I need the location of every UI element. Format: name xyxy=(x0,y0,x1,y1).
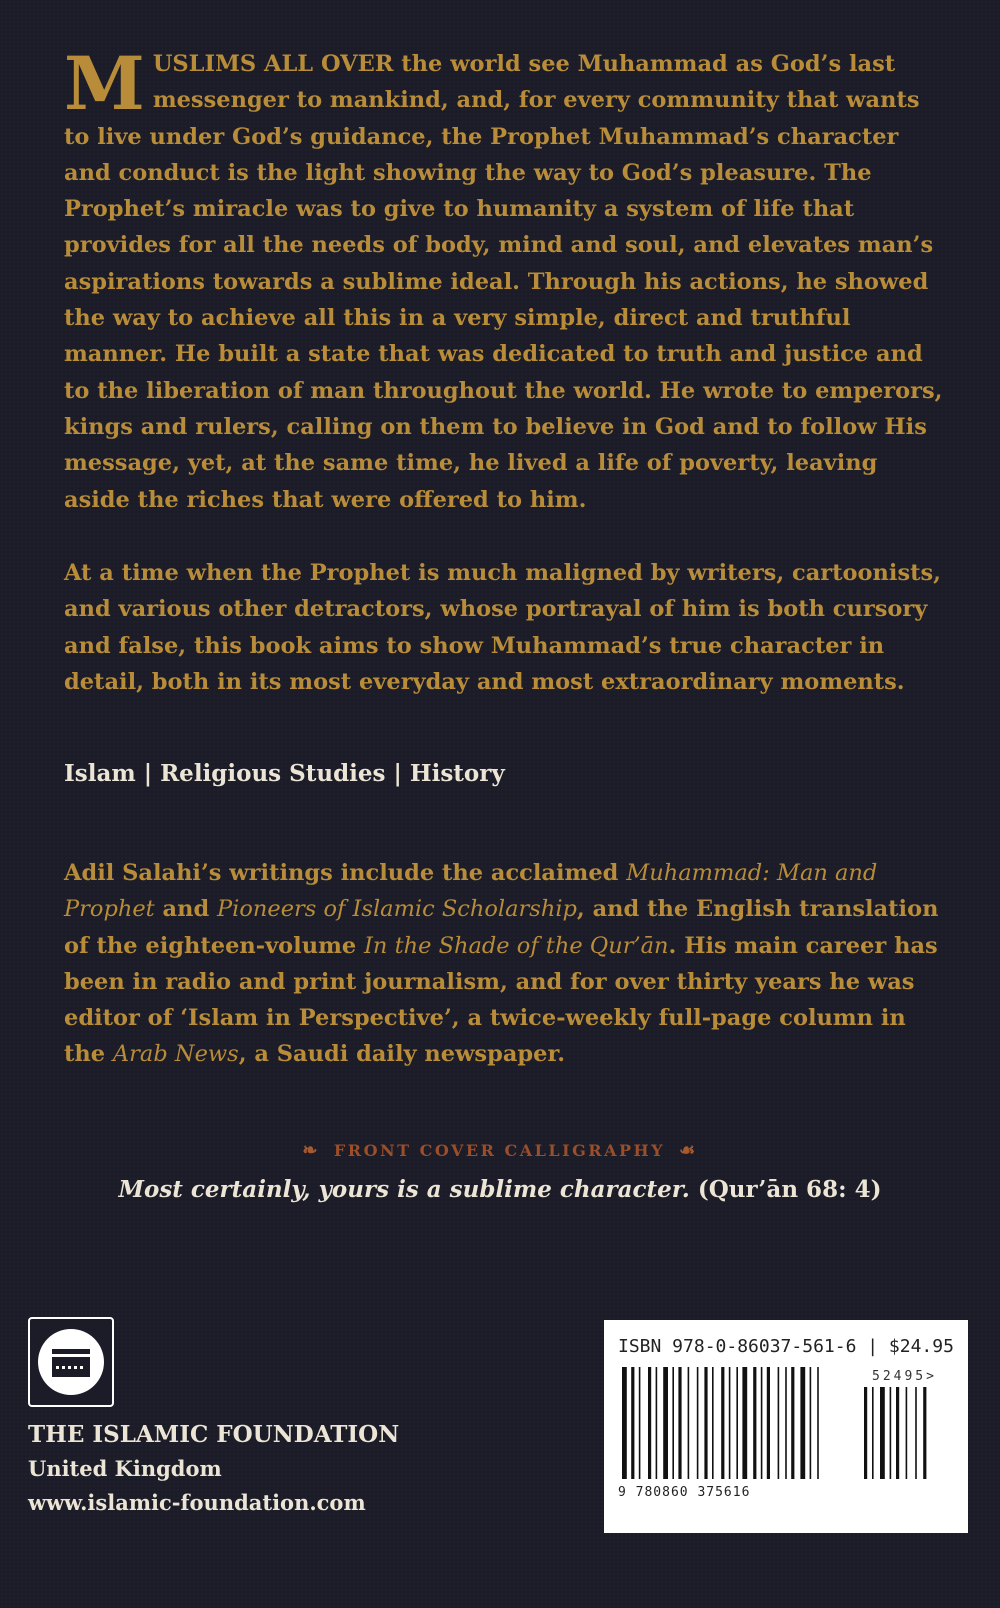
book-title: In the Shade of the Qur’ān xyxy=(364,932,669,959)
barcode-bar xyxy=(785,1367,787,1479)
barcode-bar xyxy=(622,1367,627,1479)
barcode-bar xyxy=(817,1367,819,1479)
quote-reference: (Qur’ān 68: 4) xyxy=(689,1176,882,1203)
subject-categories: Islam | Religious Studies | History xyxy=(64,760,505,787)
author-bio-text: Adil Salahi’s writings include the acclaimed xyxy=(64,860,627,886)
barcode-bar xyxy=(791,1367,794,1479)
barcode-bar xyxy=(778,1367,780,1479)
publisher-info xyxy=(28,1418,399,1520)
barcode-bar xyxy=(648,1367,651,1479)
author-bio-text: , and the English translation of the eighteen-volume xyxy=(64,896,939,959)
barcode-bar xyxy=(639,1367,641,1479)
barcode-graphic xyxy=(618,1367,954,1485)
barcode-bar xyxy=(767,1367,770,1479)
barcode-bar xyxy=(729,1367,731,1479)
price-code: 52495> xyxy=(872,1369,937,1384)
barcode-bar xyxy=(697,1367,699,1479)
isbn-price: ISBN 978-0-86037-561-6 | $24.95 xyxy=(618,1336,954,1357)
newspaper-title: Arab News xyxy=(112,1041,239,1068)
ornament-right-icon: ☙ xyxy=(679,1140,698,1161)
author-bio-text: . His main career has been in radio and print journalism, and for over thirty years he was editor of ‘Islam in Perspective’, a twice-weekly full-page column in the xyxy=(64,932,938,1068)
barcode-bar xyxy=(872,1387,874,1479)
barcode-bar xyxy=(880,1387,885,1479)
barcode-bar xyxy=(753,1367,756,1479)
author-bio xyxy=(64,855,949,1073)
barcode-bar xyxy=(631,1367,634,1479)
author-bio-text: , a Saudi daily newspaper. xyxy=(238,1041,566,1068)
barcode-bar xyxy=(663,1367,668,1479)
publisher-logo-icon xyxy=(28,1317,114,1407)
blurb-paragraph-2: At a time when the Prophet is much maligned by writers, cartoonists, and various other detractors, whose portrayal of him is both cursory and false, this book aims to show Muhammad’s true character in detail, both in its most everyday and most extraordinary moments. xyxy=(64,560,942,695)
calligraphy-heading xyxy=(0,1140,1000,1161)
barcode-panel xyxy=(604,1320,968,1533)
barcode-bar xyxy=(704,1367,707,1479)
blurb-paragraph-1-text: USLIMS ALL OVER the world see Muhammad as God’s last messenger to mankind, and, for every community that wants to live under God’s guidance, the Prophet Muhammad’s character and conduct is the light showing the way to God’s pleasure. The Prophet’s miracle was to give to humanity a system of life that provides for all the needs of body, mind and soul, and elevates man’s aspirations towards a sublime ideal. Through his actions, he showed the way to achieve all this in a very simple, direct and truthful manner. He built a state that was dedicated to truth and justice and to the liberation of man throughout the world. He wrote to emperors, kings and rulers, calling on them to believe in God and to follow His message, yet, at the same time, he lived a life of poverty, leaving aside the riches that were offered to him. xyxy=(64,51,943,513)
barcode-bar xyxy=(672,1367,674,1479)
barcode-bar xyxy=(761,1367,763,1479)
barcode-bar xyxy=(742,1367,747,1479)
publisher-website: www.islamic-foundation.com xyxy=(28,1490,366,1515)
barcode-digits: 9 780860 375616 xyxy=(618,1485,751,1500)
ornament-left-icon: ❧ xyxy=(302,1140,320,1161)
quote-text: Most certainly, yours is a sublime character. xyxy=(118,1176,690,1203)
barcode-bar xyxy=(890,1387,892,1479)
barcode-bar xyxy=(906,1387,908,1479)
book-title: Pioneers of Islamic Scholarship xyxy=(217,896,577,923)
barcode-bar xyxy=(678,1367,681,1479)
barcode-bar xyxy=(810,1367,812,1479)
barcode-bar xyxy=(736,1367,738,1479)
blurb-paragraph-1 xyxy=(64,41,949,518)
barcode-bar xyxy=(688,1367,690,1479)
barcode-bar xyxy=(923,1387,926,1479)
calligraphy-quote xyxy=(0,1176,1000,1203)
drop-cap: M xyxy=(64,41,145,127)
barcode-bar xyxy=(721,1367,724,1479)
author-bio-text: and xyxy=(154,896,218,923)
barcode-bar xyxy=(712,1367,714,1479)
publisher-country: United Kingdom xyxy=(28,1456,222,1481)
barcode-bar xyxy=(864,1387,867,1479)
barcode-bar xyxy=(656,1367,658,1479)
barcode-bar xyxy=(800,1367,805,1479)
book-title: Muhammad: Man and Prophet xyxy=(64,860,878,923)
barcode-bar xyxy=(915,1387,917,1479)
barcode-bar xyxy=(896,1387,899,1479)
calligraphy-heading-text: FRONT COVER CALLIGRAPHY xyxy=(333,1141,666,1160)
publisher-name: THE ISLAMIC FOUNDATION xyxy=(28,1421,400,1448)
